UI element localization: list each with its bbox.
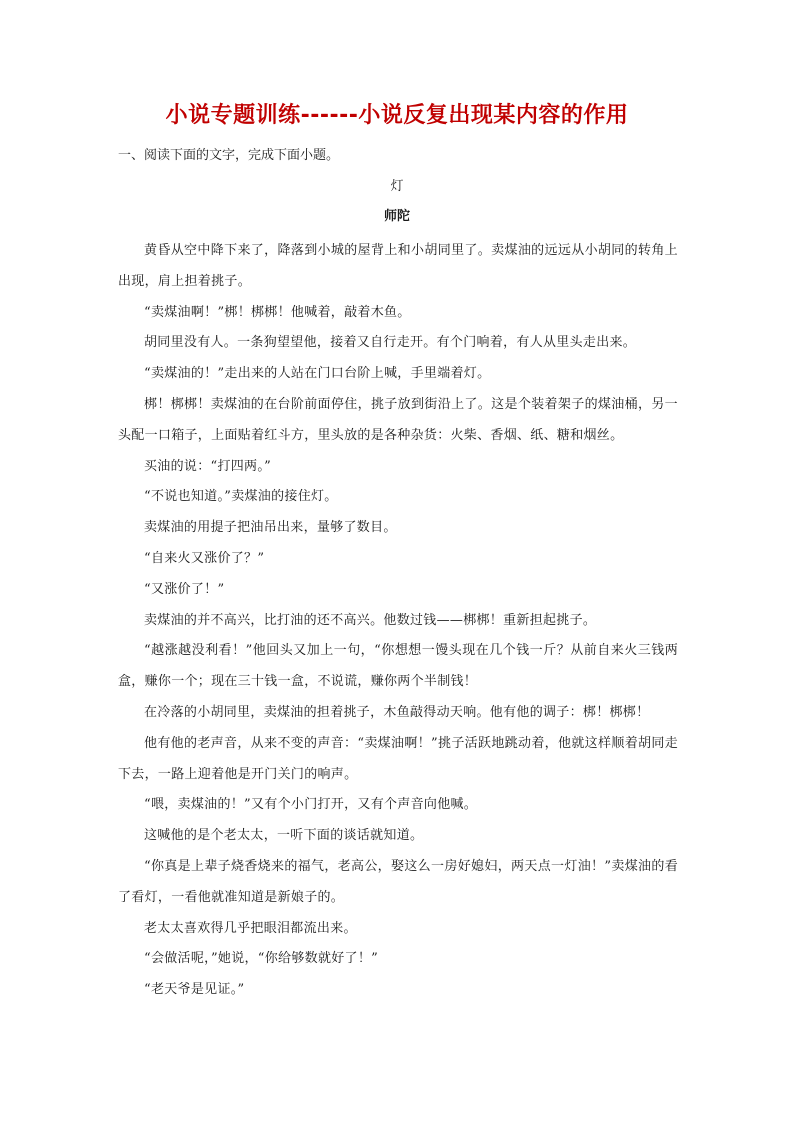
paragraph: 胡同里没有人。一条狗望望他，接着又自行走开。有个门响着，有人从里头走出来。 <box>144 335 637 351</box>
paragraph: “越涨越没利看！”他回头又加上一句，“你想想一馒头现在几个钱一斤？从前自来火三钱两盒，赚你一个；现在三十钱一盒，不说谎，赚你两个半制钱！ <box>118 643 678 690</box>
paragraph: 梆！梆梆！卖煤油的在台阶前面停住，挑子放到街沿上了。这是个装着架子的煤油桶，另一头配一口箱子，上面贴着红斗方，里头放的是各种杂货：火柴、香烟、纸、糖和烟丝。 <box>118 396 678 443</box>
page-title: 小说专题训练------小说反复出现某内容的作用 <box>165 103 629 128</box>
paragraph: 在冷落的小胡同里，卖煤油的担着挑子，木鱼敲得动天响。他有他的调子：梆！梆梆！ <box>144 704 650 720</box>
instruction: 一、阅读下面的文字，完成下面小题。 <box>118 148 340 163</box>
paragraph: 他有他的老声音，从来不变的声音：“卖煤油啊！”挑子活跃地跳动着，他就这样顺着胡同走下去，一路上迎着他是开门关门的响声。 <box>118 735 678 782</box>
paragraph: 老太太喜欢得几乎把眼泪都流出来。 <box>144 920 357 936</box>
paragraph: 这喊他的是个老太太，一听下面的谈话就知道。 <box>144 828 424 844</box>
paragraph: “老天爷是见证。” <box>144 982 245 998</box>
paragraph: “自来火又涨价了？” <box>144 550 265 566</box>
paragraph: 黄昏从空中降下来了，降落到小城的屋背上和小胡同里了。卖煤油的远远从小胡同的转角上出现，肩上担着挑子。 <box>118 243 678 289</box>
paragraph: “喂，卖煤油的！”又有个小门打开，又有个声音向他喊。 <box>144 797 478 813</box>
paragraph: 卖煤油的用提子把油吊出来，量够了数目。 <box>144 520 397 536</box>
paragraph: 买油的说：“打四两。” <box>144 458 272 474</box>
story-title: 灯 <box>390 179 404 194</box>
paragraph: “卖煤油的！”走出来的人站在门口台阶上喊，手里端着灯。 <box>144 366 491 382</box>
paragraph: “又涨价了！” <box>144 581 225 597</box>
story-body <box>118 236 678 1006</box>
paragraph: “会做活呢，”她说，“你给够数就好了！” <box>144 951 379 967</box>
paragraph: “你真是上辈子烧香烧来的福气，老高公，娶这么一房好媳妇，两天点一灯油！”卖煤油的看了看灯，一看他就准知道是新娘子的。 <box>118 858 678 905</box>
story-author: 师陀 <box>383 209 410 224</box>
paragraph: 卖煤油的并不高兴，比打油的还不高兴。他数过钱——梆梆！重新担起挑子。 <box>144 612 597 628</box>
paragraph: “不说也知道。”卖煤油的接住灯。 <box>144 489 338 505</box>
paragraph: “卖煤油啊！”梆！梆梆！他喊着，敲着木鱼。 <box>144 304 411 320</box>
